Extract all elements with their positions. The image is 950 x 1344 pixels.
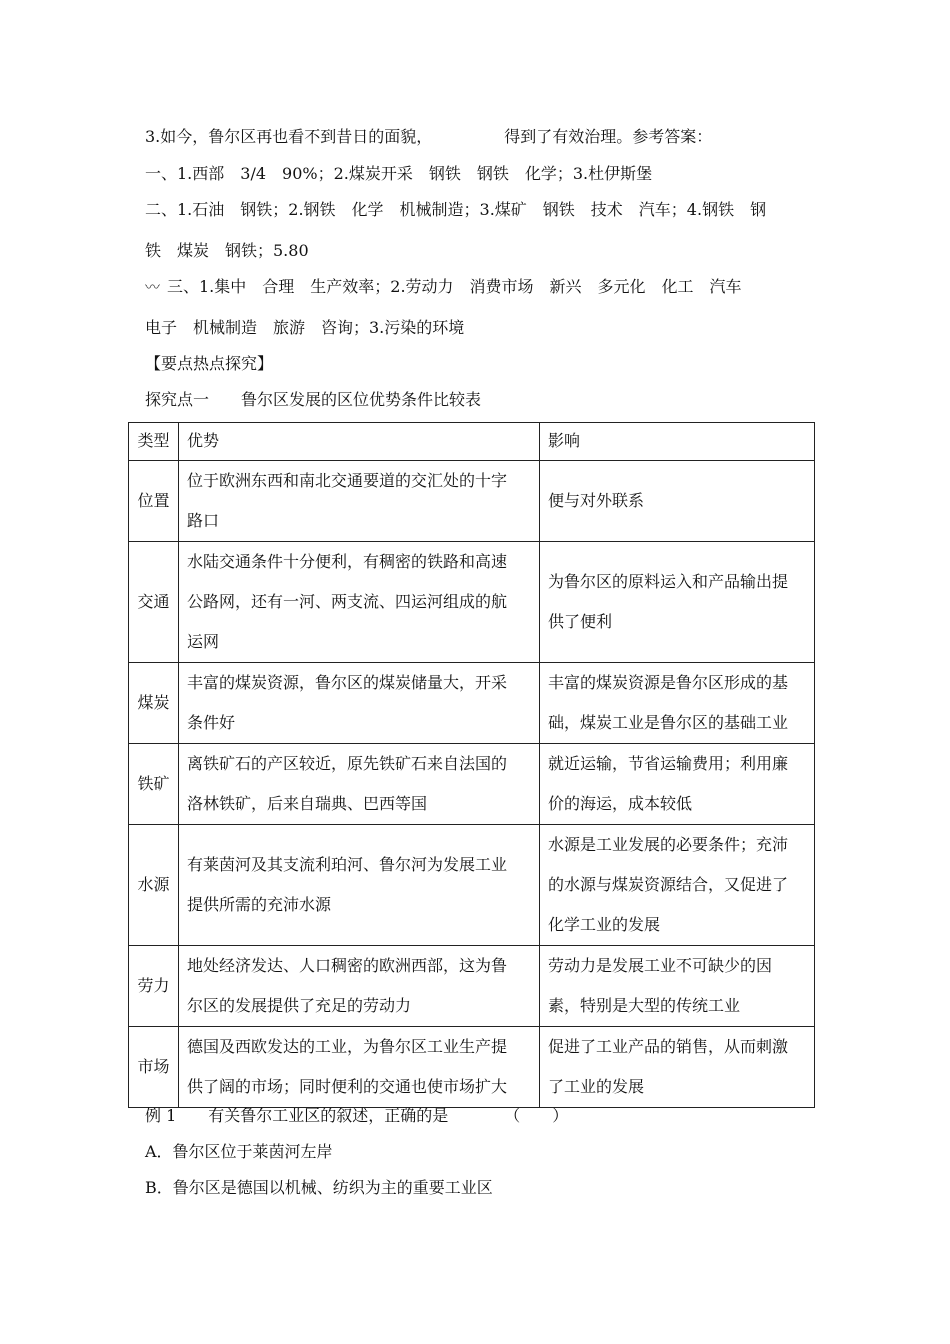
effect-cell — [540, 825, 815, 946]
type-cell: 位置 — [129, 461, 179, 542]
advantage-cell — [179, 744, 540, 825]
example-question: 例 1 有关鲁尔工业区的叙述，正确的是 （ ） — [145, 1106, 569, 1125]
table-row — [129, 744, 815, 825]
effect-cell — [540, 744, 815, 825]
type-cell: 劳力 — [129, 946, 179, 1027]
scribble-icon: 〰 — [145, 278, 161, 296]
effect-cell — [540, 542, 815, 663]
header-cell: 优势 — [179, 423, 540, 461]
cell-line: 就近运输，节省运输费用；利用廉 — [548, 754, 789, 773]
advantage-cell — [179, 461, 540, 542]
answer-intro-line — [145, 126, 712, 148]
cell-line: 洛林铁矿，后来自瑞典、巴西等国 — [187, 794, 428, 813]
type-cell: 煤炭 — [129, 663, 179, 744]
table-row — [129, 461, 815, 542]
cell-line: 有莱茵河及其支流利珀河、鲁尔河为发展工业 — [187, 855, 508, 874]
section-heading: 【要点热点探究】 — [145, 354, 274, 373]
cell-line: 供了阔的市场；同时便利的交通也使市场扩大 — [187, 1077, 508, 1096]
cell-line: 化学工业的发展 — [548, 915, 661, 934]
cell-line: 丰富的煤炭资源，鲁尔区的煤炭储量大，开采 — [187, 673, 508, 692]
cell-line: 便与对外联系 — [548, 491, 645, 510]
header-cell: 类型 — [129, 423, 179, 461]
cell-line: 的水源与煤炭资源结合，又促进了 — [548, 875, 789, 894]
cell-line: 运网 — [187, 632, 220, 651]
cell-line: 劳动力是发展工业不可缺少的因 — [548, 956, 773, 975]
advantage-cell — [179, 1027, 540, 1108]
cell-line: 提供所需的充沛水源 — [187, 895, 332, 914]
cell-line: 促进了工业产品的销售，从而刺激 — [548, 1037, 789, 1056]
type-cell: 铁矿 — [129, 744, 179, 825]
effect-cell — [540, 946, 815, 1027]
option-a: A．鲁尔区位于莱茵河左岸 — [145, 1142, 333, 1161]
text-segment: 得到了有效治理。参考答案： — [504, 127, 713, 146]
table-row — [129, 663, 815, 744]
cell-line: 位于欧洲东西和南北交通要道的交汇处的十字 — [187, 471, 508, 490]
table-row — [129, 1027, 815, 1108]
answer-line-1: 一、1.西部 3/4 90%；2.煤炭开采 钢铁 钢铁 化学；3.杜伊斯堡 — [145, 164, 653, 183]
effect-cell — [540, 1027, 815, 1108]
cell-line: 路口 — [187, 511, 220, 530]
cell-line: 素，特别是大型的传统工业 — [548, 996, 741, 1015]
cell-line: 水源是工业发展的必要条件；充沛 — [548, 835, 789, 854]
table-caption: 探究点一 鲁尔区发展的区位优势条件比较表 — [145, 390, 482, 409]
type-cell: 市场 — [129, 1027, 179, 1108]
cell-line: 了工业的发展 — [548, 1077, 645, 1096]
text-segment: 3.如今，鲁尔区再也看不到昔日的面貌， — [145, 127, 433, 146]
table-row — [129, 825, 815, 946]
cell-line: 公路网，还有一河、两支流、四运河组成的航 — [187, 592, 508, 611]
cell-line: 水陆交通条件十分便利，有稠密的铁路和高速 — [187, 552, 508, 571]
cell-line: 离铁矿石的产区较近，原先铁矿石来自法国的 — [187, 754, 508, 773]
cell-line: 德国及西欧发达的工业，为鲁尔区工业生产提 — [187, 1037, 508, 1056]
table-row — [129, 946, 815, 1027]
option-b: B．鲁尔区是德国以机械、纺织为主的重要工业区 — [145, 1178, 493, 1197]
advantage-cell — [179, 663, 540, 744]
cell-line: 丰富的煤炭资源是鲁尔区形成的基 — [548, 673, 789, 692]
cell-line: 条件好 — [187, 713, 236, 732]
cell-line: 地处经济发达、人口稠密的欧洲西部，这为鲁 — [187, 956, 508, 975]
answer-line-3 — [145, 276, 742, 298]
effect-cell — [540, 461, 815, 542]
answer-line-3-cont: 电子 机械制造 旅游 咨询；3.污染的环境 — [145, 318, 465, 337]
type-cell: 交通 — [129, 542, 179, 663]
text-segment: 三、1.集中 合理 生产效率；2.劳动力 消费市场 新兴 多元化 化工 汽车 — [167, 277, 742, 296]
advantage-cell — [179, 946, 540, 1027]
cell-line: 尔区的发展提供了充足的劳动力 — [187, 996, 412, 1015]
type-cell: 水源 — [129, 825, 179, 946]
header-cell: 影响 — [540, 423, 815, 461]
advantage-cell — [179, 542, 540, 663]
table-header-row — [129, 423, 815, 461]
advantage-cell — [179, 825, 540, 946]
cell-line: 为鲁尔区的原料运入和产品输出提 — [548, 572, 789, 591]
cell-line: 供了便利 — [548, 612, 613, 631]
location-advantage-table — [128, 422, 815, 1108]
answer-line-2: 二、1.石油 钢铁；2.钢铁 化学 机械制造；3.煤矿 钢铁 技术 汽车；4.钢铁 钢 — [145, 200, 767, 219]
answer-line-2-cont: 铁 煤炭 钢铁；5.80 — [145, 241, 309, 260]
table-row — [129, 542, 815, 663]
effect-cell — [540, 663, 815, 744]
cell-line: 础，煤炭工业是鲁尔区的基础工业 — [548, 713, 789, 732]
cell-line: 价的海运，成本较低 — [548, 794, 693, 813]
